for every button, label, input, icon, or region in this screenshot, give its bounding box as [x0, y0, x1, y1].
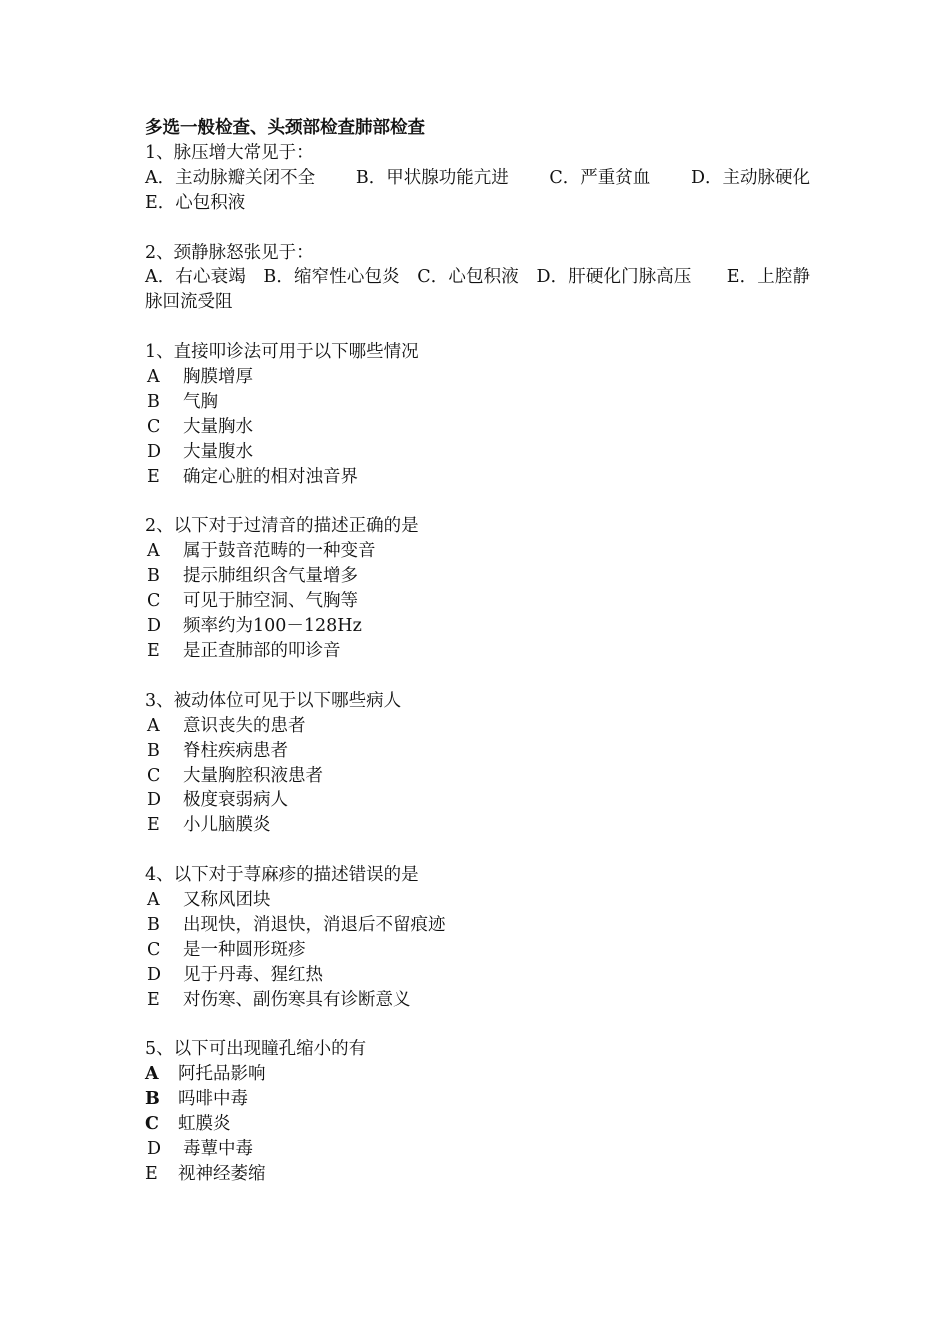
option-letter: E [147, 466, 160, 487]
option-letter: A [145, 1064, 159, 1085]
jugular-options-text: A．右心衰竭 B．缩窄性心包炎 C．心包积液 D．肝硬化门脉高压 E．上腔静脉回流受阻 [145, 267, 810, 313]
option-item [145, 1062, 810, 1087]
option-c: C．严重贫血 [549, 167, 651, 188]
option-letter: E [147, 989, 160, 1010]
option-item [145, 1137, 810, 1162]
option-letter: E [145, 1163, 158, 1184]
option-text: 对伤寒、副伤寒具有诊断意义 [183, 989, 411, 1010]
option-letter: C [147, 591, 161, 612]
option-item [145, 465, 810, 490]
option-text: 大量胸腔积液患者 [183, 765, 323, 786]
question-text: 1、直接叩诊法可用于以下哪些情况 [145, 342, 419, 363]
option-letter: B [145, 1089, 160, 1110]
option-letter: B [147, 391, 160, 412]
option-text: 虹膜炎 [178, 1114, 231, 1135]
option-text: 阿托品影响 [178, 1064, 266, 1085]
option-text: 意识丧失的患者 [183, 715, 306, 736]
option-letter: A [147, 541, 160, 562]
option-text: 可见于肺空洞、气胸等 [183, 591, 358, 612]
question-text: 2、以下对于过清音的描述正确的是 [145, 516, 419, 537]
option-b: B．甲状腺功能亢进 [355, 167, 509, 188]
question-text: 3、被动体位可见于以下哪些病人 [145, 690, 402, 711]
option-text: 是一种圆形斑疹 [183, 939, 306, 960]
option-text: 频率约为100－128Hz [183, 616, 362, 637]
option-e: E．心包积液 [145, 192, 246, 213]
option-text: 吗啡中毒 [178, 1089, 248, 1110]
question-text: 5、以下可出现瞳孔缩小的有 [145, 1039, 367, 1060]
option-letter: A [147, 367, 160, 388]
option-letter: C [145, 1114, 159, 1135]
option-item [145, 415, 810, 440]
option-text: 又称风团块 [183, 890, 271, 911]
option-letter: B [147, 740, 160, 761]
option-letter: A [147, 890, 160, 911]
option-letter: B [147, 914, 160, 935]
question-text: 4、以下对于荨麻疹的描述错误的是 [145, 865, 419, 886]
option-item [145, 813, 810, 838]
option-text: 脊柱疾病患者 [183, 740, 288, 761]
option-letter: C [147, 765, 161, 786]
option-text: 属于鼓音范畴的一种变音 [183, 541, 376, 562]
question-jugular-vein: 2、颈静脉怒张见于： [145, 242, 314, 263]
option-text: 极度衰弱病人 [183, 790, 288, 811]
option-letter: D [147, 1139, 162, 1160]
option-letter: E [147, 640, 160, 661]
option-letter: C [147, 416, 161, 437]
option-letter: A [147, 715, 160, 736]
option-item [145, 963, 810, 988]
option-item [145, 564, 810, 589]
option-text: 胸膜增厚 [183, 367, 253, 388]
option-item [145, 1162, 810, 1187]
option-text: 确定心脏的相对浊音界 [183, 466, 358, 487]
option-text: 见于丹毒、猩红热 [183, 964, 323, 985]
document-title: 多选一般检查、头颈部检查肺部检查 [145, 118, 425, 138]
option-letter: D [147, 616, 162, 637]
option-text: 视神经萎缩 [178, 1163, 266, 1184]
option-item [145, 614, 810, 639]
option-item [145, 1087, 810, 1112]
option-item [145, 714, 810, 739]
option-text: 毒蕈中毒 [183, 1139, 253, 1160]
question-pulse-pressure: 1、脉压增大常见于： [145, 142, 314, 163]
option-letter: B [147, 566, 160, 587]
option-a: A．主动脉瓣关闭不全 [145, 167, 316, 188]
option-item [145, 888, 810, 913]
option-item [145, 1112, 810, 1137]
option-text: 是正查肺部的叩诊音 [183, 640, 341, 661]
option-item [145, 390, 810, 415]
option-text: 大量腹水 [183, 441, 253, 462]
option-item [145, 365, 810, 390]
option-item [145, 639, 810, 664]
option-d: D．主动脉硬化 [690, 167, 810, 188]
option-item [145, 938, 810, 963]
option-item [145, 739, 810, 764]
option-letter: E [147, 815, 160, 836]
document-page [145, 116, 810, 1187]
option-text: 气胸 [183, 391, 218, 412]
option-item [145, 788, 810, 813]
option-text: 提示肺组织含气量增多 [183, 566, 358, 587]
option-item [145, 913, 810, 938]
option-letter: C [147, 939, 161, 960]
option-item [145, 764, 810, 789]
option-text: 小儿脑膜炎 [183, 815, 271, 836]
option-letter: D [147, 964, 162, 985]
option-item [145, 539, 810, 564]
option-item [145, 589, 810, 614]
option-item [145, 440, 810, 465]
option-item [145, 988, 810, 1013]
option-letter: D [147, 441, 162, 462]
option-text: 大量胸水 [183, 416, 253, 437]
option-text: 出现快，消退快，消退后不留痕迹 [183, 914, 446, 935]
option-letter: D [147, 790, 162, 811]
options-row [145, 166, 810, 191]
